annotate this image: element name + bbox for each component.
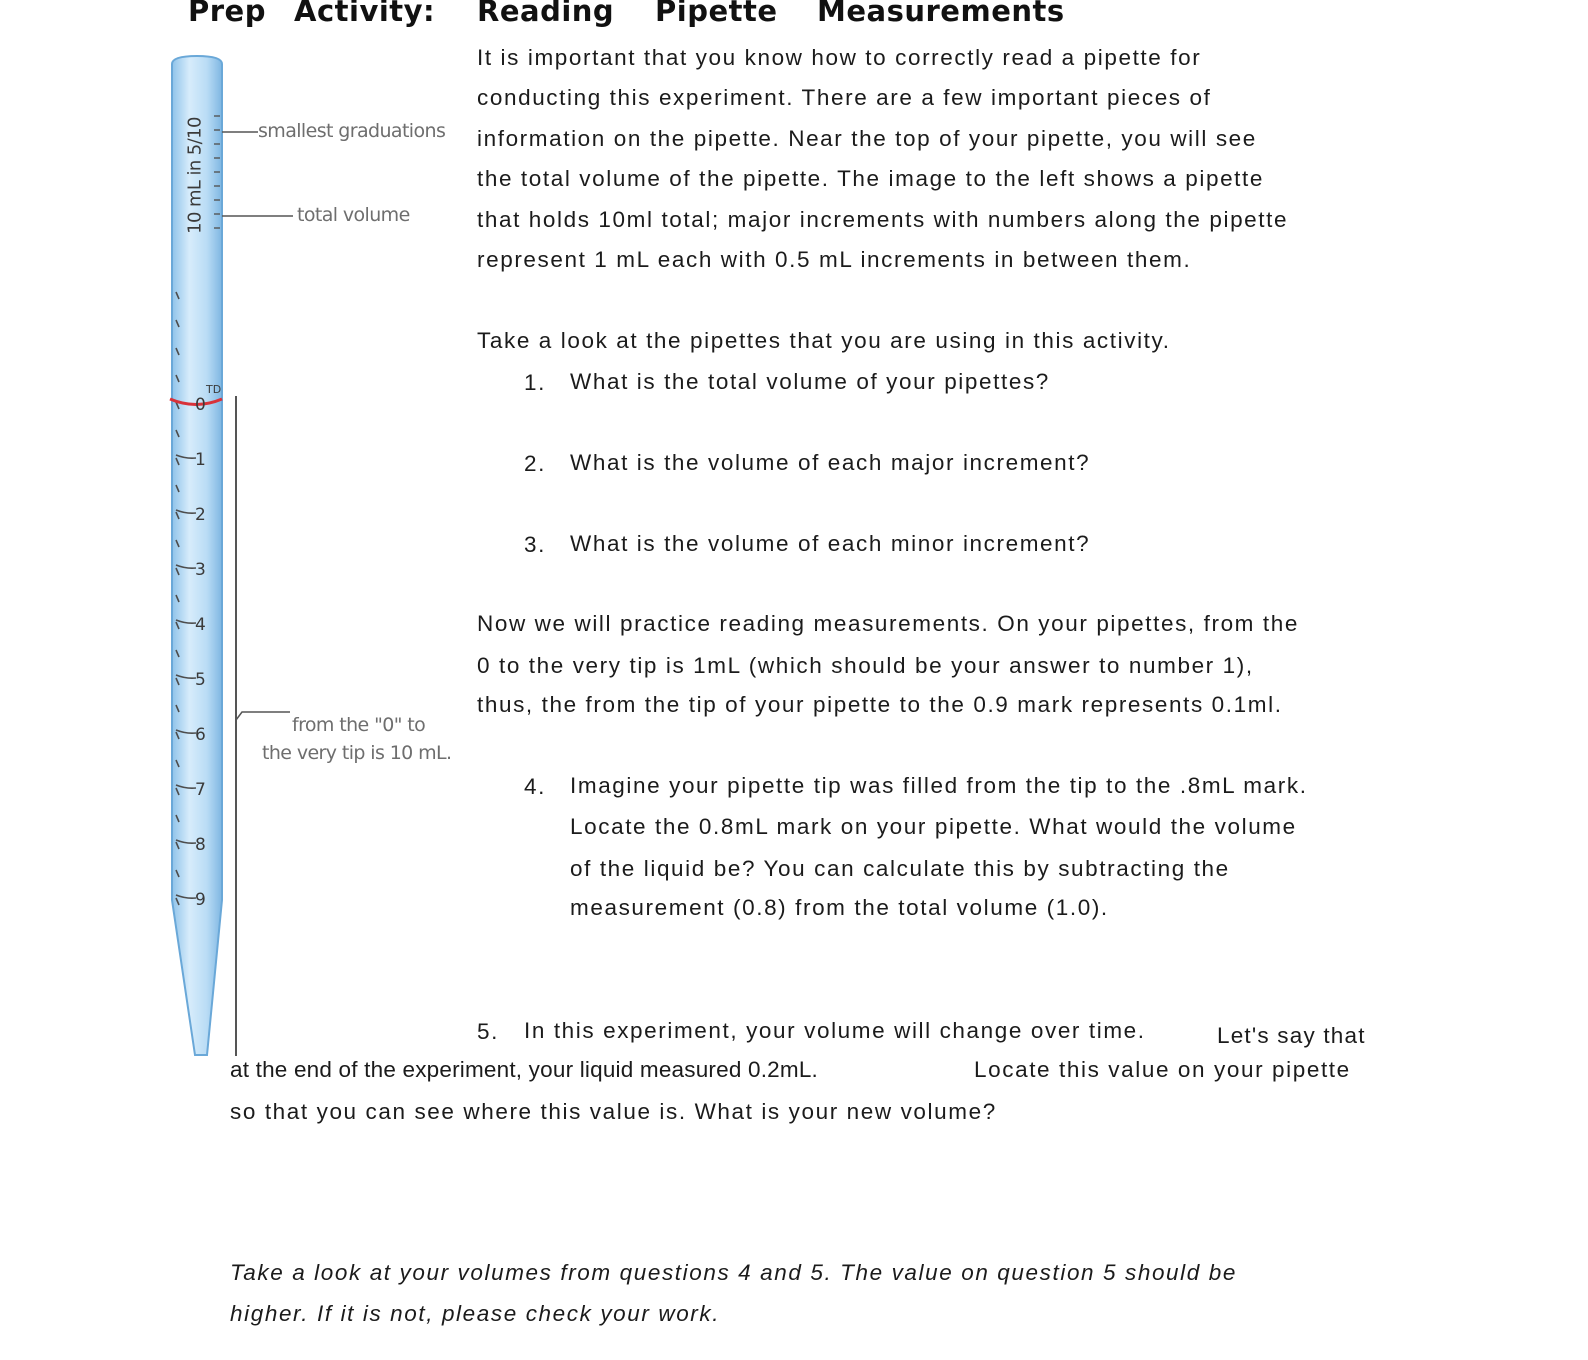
title-word-pipette: Pipette: [655, 0, 778, 28]
question-5-number: 5.: [477, 1019, 499, 1044]
question-number: 3.: [524, 532, 546, 557]
intro-line-3: information on the pipette. Near the top of your pipette, you will see: [477, 126, 1257, 151]
intro-line-2: conducting this experiment. There are a few important pieces of: [477, 85, 1212, 110]
tick-label-2: 2: [195, 505, 206, 525]
intro-line-1: It is important that you know how to correctly read a pipette for: [477, 45, 1202, 70]
closing-line-1: Take a look at your volumes from questions 4 and 5. The value on question 5 should be: [230, 1260, 1237, 1285]
td-mark: TD: [206, 383, 222, 396]
title-word-prep: Prep: [188, 0, 266, 28]
question-text: What is the volume of each major increment?: [570, 450, 1091, 475]
smallest-graduations-label: smallest graduations: [258, 120, 446, 142]
tick-label-1: 1: [195, 450, 206, 470]
tip-volume-label-1: from the "0" to: [292, 714, 426, 736]
title-word-measurements: Measurements: [817, 0, 1065, 28]
look-instruction: Take a look at the pipettes that you are using in this activity.: [477, 328, 1171, 353]
question-text: What is the volume of each minor increment?: [570, 531, 1091, 556]
total-volume-label: total volume: [297, 204, 410, 226]
intro-line-6: represent 1 mL each with 0.5 mL increments in between them.: [477, 247, 1192, 272]
question-4-line-1: Imagine your pipette tip was filled from the tip to the .8mL mark.: [570, 773, 1308, 798]
tick-label-4: 4: [195, 615, 206, 635]
question-text: What is the total volume of your pipettes?: [570, 369, 1050, 394]
practice-line-2: 0 to the very tip is 1mL (which should be your answer to number 1),: [477, 653, 1254, 678]
question-4-line-2: Locate the 0.8mL mark on your pipette. What would the volume: [570, 814, 1297, 839]
title-word-activity: Activity:: [294, 0, 436, 28]
tick-label-0: 0: [195, 395, 206, 415]
pipette-illustration: [160, 50, 470, 1070]
question-number: 1.: [524, 370, 546, 395]
question-4-line-4: measurement (0.8) from the total volume (1.0).: [570, 895, 1109, 920]
pipette-figure: [160, 50, 470, 1070]
question-4-number: 4.: [524, 774, 546, 799]
side-scale-label: 10 mL in 5/10: [184, 117, 206, 234]
question-5-line-2-end: Locate this value on your pipette: [974, 1057, 1351, 1082]
tick-label-8: 8: [195, 835, 206, 855]
tip-volume-label-2: the very tip is 10 mL.: [262, 742, 452, 764]
practice-line-1: Now we will practice reading measurements. On your pipettes, from the: [477, 611, 1299, 636]
question-5-line-1-end: Let's say that: [1217, 1023, 1366, 1048]
tick-label-3: 3: [195, 560, 206, 580]
question-5-line-2-start: at the end of the experiment, your liquid measured 0.2mL.: [230, 1057, 818, 1082]
question-5-line-1: In this experiment, your volume will change over time.: [524, 1018, 1146, 1043]
tick-label-6: 6: [195, 725, 206, 745]
intro-line-5: that holds 10ml total; major increments with numbers along the pipette: [477, 207, 1289, 232]
question-4-line-3: of the liquid be? You can calculate this by subtracting the: [570, 856, 1230, 881]
tick-label-9: 9: [195, 890, 206, 910]
intro-line-4: the total volume of the pipette. The image to the left shows a pipette: [477, 166, 1264, 191]
question-number: 2.: [524, 451, 546, 476]
question-5-line-3: so that you can see where this value is. What is your new volume?: [230, 1099, 997, 1124]
tick-label-5: 5: [195, 670, 206, 690]
tick-label-7: 7: [195, 780, 206, 800]
title-word-reading: Reading: [477, 0, 615, 28]
practice-line-3: thus, the from the tip of your pipette to the 0.9 mark represents 0.1ml.: [477, 692, 1283, 717]
closing-line-2: higher. If it is not, please check your work.: [230, 1301, 721, 1326]
